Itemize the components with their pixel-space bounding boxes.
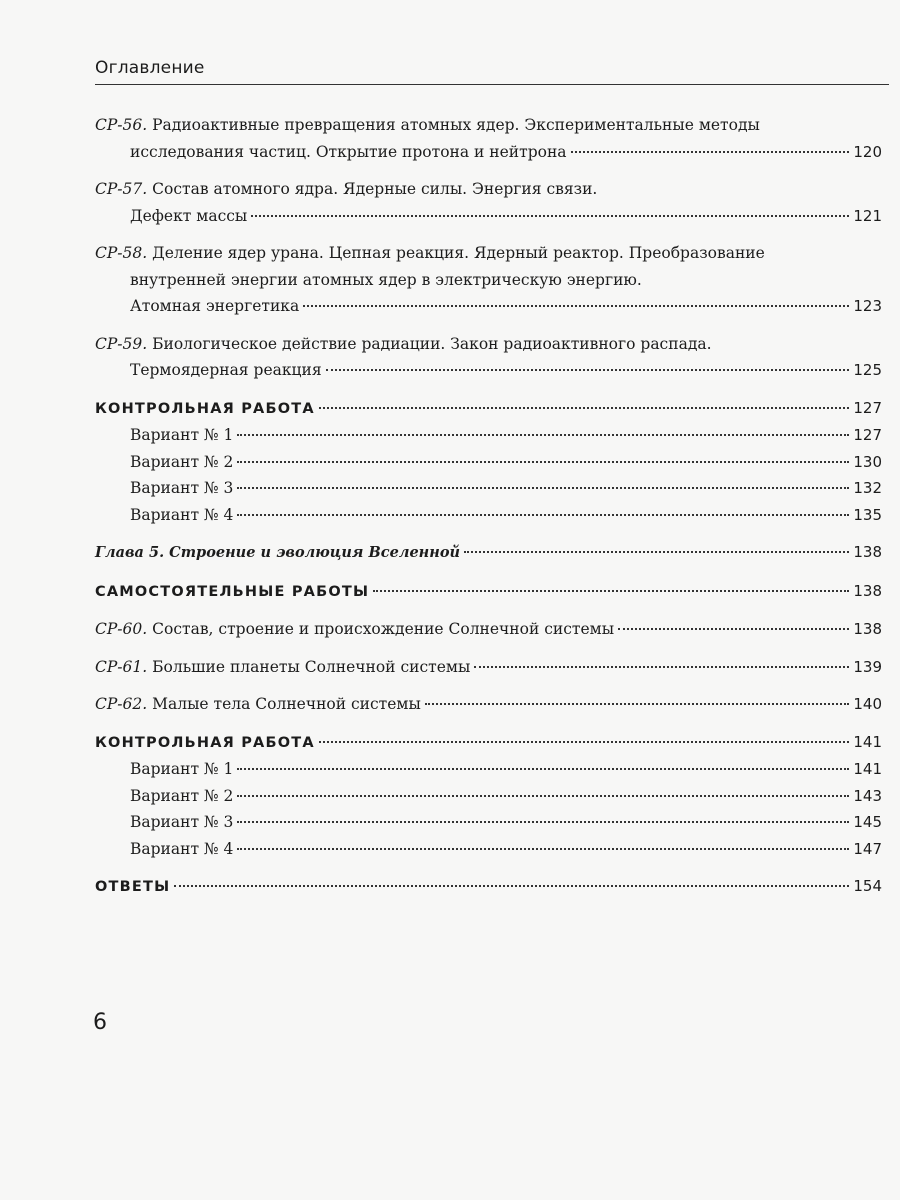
leader-dots	[618, 628, 849, 630]
page-ref: 132	[853, 479, 882, 497]
toc-entry-sr62[interactable]	[95, 691, 882, 718]
leader-dots	[474, 666, 849, 668]
leader-dots	[237, 768, 849, 770]
leader-dots	[237, 848, 849, 850]
page-ref: 154	[853, 877, 882, 895]
running-header	[95, 58, 889, 85]
toc-entry-sr58[interactable]	[95, 240, 882, 320]
toc-entry-sr56[interactable]	[95, 112, 882, 165]
entry-text: Состав атомного ядра. Ядерные силы. Энергия связи.	[152, 180, 598, 198]
variant-label: Вариант № 3	[130, 813, 234, 831]
toc-entry-test-4[interactable]	[95, 395, 882, 529]
leader-dots	[174, 885, 849, 887]
entry-heading: ОТВЕТЫ	[95, 879, 171, 895]
variant-row[interactable]	[95, 809, 882, 836]
entry-heading: САМОСТОЯТЕЛЬНЫЕ РАБОТЫ	[95, 583, 370, 600]
page-number: 6	[93, 1010, 107, 1035]
page-ref: 143	[853, 786, 882, 805]
page-ref: 141	[853, 732, 882, 751]
entry-text: внутренней энергии атомных ядер в электрическую энергию.	[130, 270, 642, 289]
leader-dots	[237, 795, 849, 797]
variant-label: Вариант № 2	[130, 786, 234, 805]
entry-text: Дефект массы	[130, 206, 248, 225]
entry-heading: КОНТРОЛЬНАЯ РАБОТА	[95, 400, 315, 417]
leader-dots	[319, 741, 850, 743]
leader-dots	[251, 215, 849, 217]
variant-row[interactable]	[95, 783, 882, 810]
toc-entry-test-5[interactable]	[95, 729, 882, 863]
header-title: Оглавление	[95, 58, 205, 78]
leader-dots	[237, 514, 849, 516]
leader-dots	[571, 151, 850, 153]
entry-text: исследования частиц. Открытие протона и нейтрона	[130, 142, 567, 161]
leader-dots	[237, 821, 849, 823]
entry-text: Термоядерная реакция	[130, 361, 322, 379]
variant-label: Вариант № 4	[130, 505, 234, 524]
entry-text: Большие планеты Солнечной системы	[152, 657, 471, 676]
leader-dots	[237, 461, 849, 463]
variant-row[interactable]	[95, 475, 882, 502]
leader-dots	[303, 305, 849, 307]
variant-label: Вариант № 4	[130, 839, 234, 858]
entry-text: Малые тела Солнечной системы	[152, 695, 421, 713]
entry-code: СР-56.	[95, 116, 148, 134]
leader-dots	[237, 487, 849, 489]
page-ref: 139	[853, 657, 882, 676]
leader-dots	[373, 590, 849, 592]
entry-code: СР-58.	[95, 244, 148, 262]
entry-text: Атомная энергетика	[130, 297, 300, 315]
page-ref: 145	[853, 813, 882, 831]
entry-text: Радиоактивные превращения атомных ядер. Экспериментальные методы	[152, 116, 760, 134]
entry-code: СР-60.	[95, 620, 148, 638]
variant-row[interactable]	[95, 756, 882, 783]
page-ref: 135	[853, 505, 882, 524]
page-ref: 121	[853, 206, 882, 225]
table-of-contents	[95, 112, 882, 901]
toc-entry-independent-works[interactable]	[95, 578, 882, 606]
page-ref: 120	[853, 142, 882, 161]
entry-text: Биологическое действие радиации. Закон радиоактивного распада.	[152, 334, 712, 353]
variant-label: Вариант № 2	[130, 452, 234, 471]
page-ref: 123	[853, 297, 882, 315]
page-ref: 130	[853, 452, 882, 471]
variant-row[interactable]	[95, 449, 882, 476]
page-ref: 141	[853, 760, 882, 778]
entry-text: Состав, строение и происхождение Солнечной системы	[152, 620, 615, 638]
variant-row[interactable]	[95, 422, 882, 449]
variant-label: Вариант № 3	[130, 479, 234, 497]
toc-entry-sr61[interactable]	[95, 654, 882, 681]
page-ref: 125	[853, 361, 882, 379]
toc-entry-sr59[interactable]	[95, 331, 882, 384]
toc-entry-chapter-5[interactable]	[95, 539, 882, 567]
page-ref: 140	[853, 695, 882, 713]
toc-entry-sr57[interactable]	[95, 176, 882, 229]
chapter-title: Глава 5. Строение и эволюция Вселенной	[95, 544, 461, 561]
variant-label: Вариант № 1	[130, 760, 234, 778]
toc-entry-sr60[interactable]	[95, 616, 882, 643]
page-ref: 138	[853, 543, 882, 561]
leader-dots	[326, 369, 850, 371]
entry-text: Деление ядер урана. Цепная реакция. Ядерный реактор. Преобразование	[152, 244, 765, 262]
page-ref: 138	[853, 620, 882, 638]
page-ref: 127	[853, 426, 882, 444]
entry-code: СР-62.	[95, 695, 148, 713]
variant-row[interactable]	[95, 836, 882, 863]
page-ref: 138	[853, 581, 882, 600]
page-ref: 127	[853, 398, 882, 417]
variant-row[interactable]	[95, 502, 882, 529]
entry-code: СР-57.	[95, 180, 148, 198]
entry-code: СР-61.	[95, 657, 148, 676]
leader-dots	[464, 551, 849, 553]
entry-code: СР-59.	[95, 334, 148, 353]
variant-label: Вариант № 1	[130, 426, 234, 444]
page-ref: 147	[853, 839, 882, 858]
leader-dots	[319, 407, 850, 409]
leader-dots	[425, 703, 850, 705]
leader-dots	[237, 434, 849, 436]
entry-heading: КОНТРОЛЬНАЯ РАБОТА	[95, 734, 315, 751]
toc-entry-answers[interactable]	[95, 873, 882, 901]
